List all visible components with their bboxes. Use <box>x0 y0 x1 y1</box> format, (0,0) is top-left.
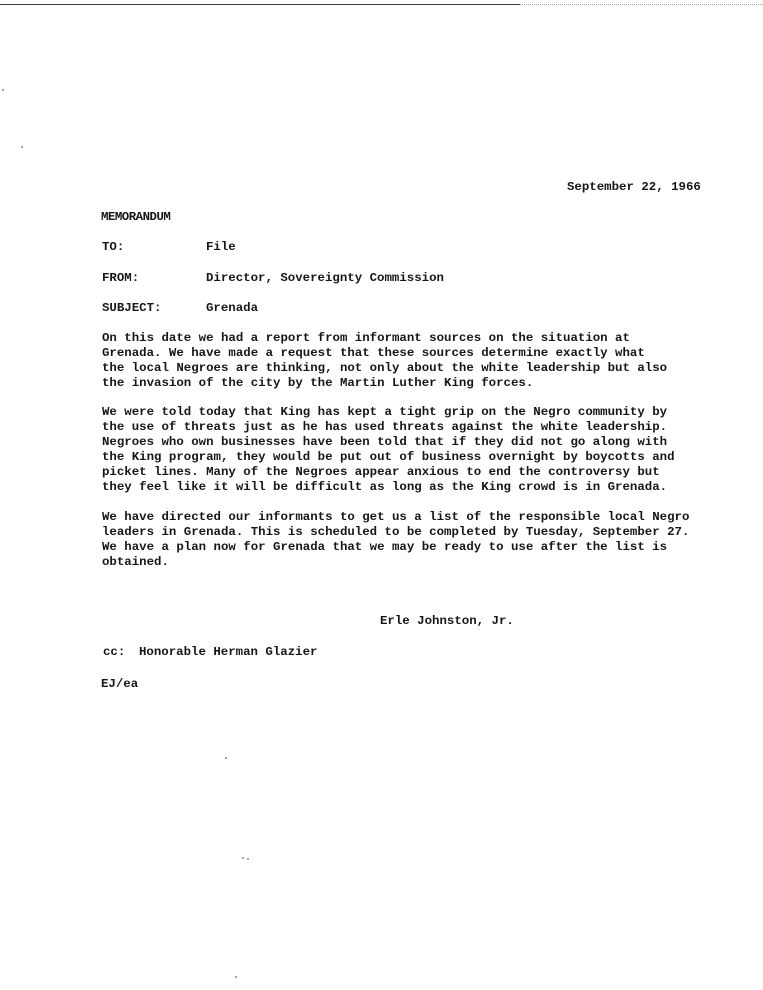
paragraph-2 <box>102 405 712 495</box>
top-scan-rule <box>0 4 520 5</box>
paragraph-line: the use of threats just as he has used threats against the white leadership. <box>102 420 668 434</box>
memo-title: MEMORANDUM <box>101 210 171 224</box>
cc-label: cc: <box>103 645 126 659</box>
cc-recipient: Honorable Herman Glazier <box>139 645 318 659</box>
paragraph-line: obtained. <box>102 555 169 569</box>
paragraph-line: We have a plan now for Grenada that we may be ready to use after the list is <box>102 540 668 554</box>
to-value: File <box>206 240 236 254</box>
scan-speck <box>242 857 244 859</box>
typist-initials: EJ/ea <box>101 677 139 691</box>
from-value: Director, Sovereignty Commission <box>206 271 444 285</box>
to-label: TO: <box>102 240 125 254</box>
paragraph-line: the invasion of the city by the Martin Luther King forces. <box>102 376 534 390</box>
paragraph-line: Grenada. We have made a request that these sources determine exactly what <box>102 346 645 360</box>
paragraph-line: We were told today that King has kept a tight grip on the Negro community by <box>102 405 668 419</box>
scan-speck <box>235 976 237 978</box>
signature-name: Erle Johnston, Jr. <box>380 614 514 628</box>
paragraph-3 <box>102 510 712 570</box>
paragraph-1 <box>102 331 712 391</box>
paragraph-line: On this date we had a report from informant sources on the situation at <box>102 331 630 345</box>
memo-date: September 22, 1966 <box>567 180 701 194</box>
paragraph-line: Negroes who own businesses have been told that if they did not go along with <box>102 435 668 449</box>
scan-speck <box>21 146 23 148</box>
paragraph-line: the local Negroes are thinking, not only about the white leadership but also <box>102 361 668 375</box>
paragraph-line: We have directed our informants to get us a list of the responsible local Negro <box>102 510 690 524</box>
scan-speck <box>247 858 249 860</box>
subject-label: SUBJECT: <box>102 301 162 315</box>
paragraph-line: picket lines. Many of the Negroes appear anxious to end the controversy but <box>102 465 660 479</box>
paragraph-line: the King program, they would be put out of business overnight by boycotts and <box>102 450 675 464</box>
subject-value: Grenada <box>206 301 259 315</box>
scan-speck <box>225 757 227 759</box>
scan-speck <box>2 89 4 91</box>
paragraph-line: they feel like it will be difficult as long as the King crowd is in Grenada. <box>102 480 668 494</box>
from-label: FROM: <box>102 271 140 285</box>
paragraph-line: leaders in Grenada. This is scheduled to be completed by Tuesday, September 27. <box>102 525 690 539</box>
top-scan-rule-faint <box>520 4 763 5</box>
